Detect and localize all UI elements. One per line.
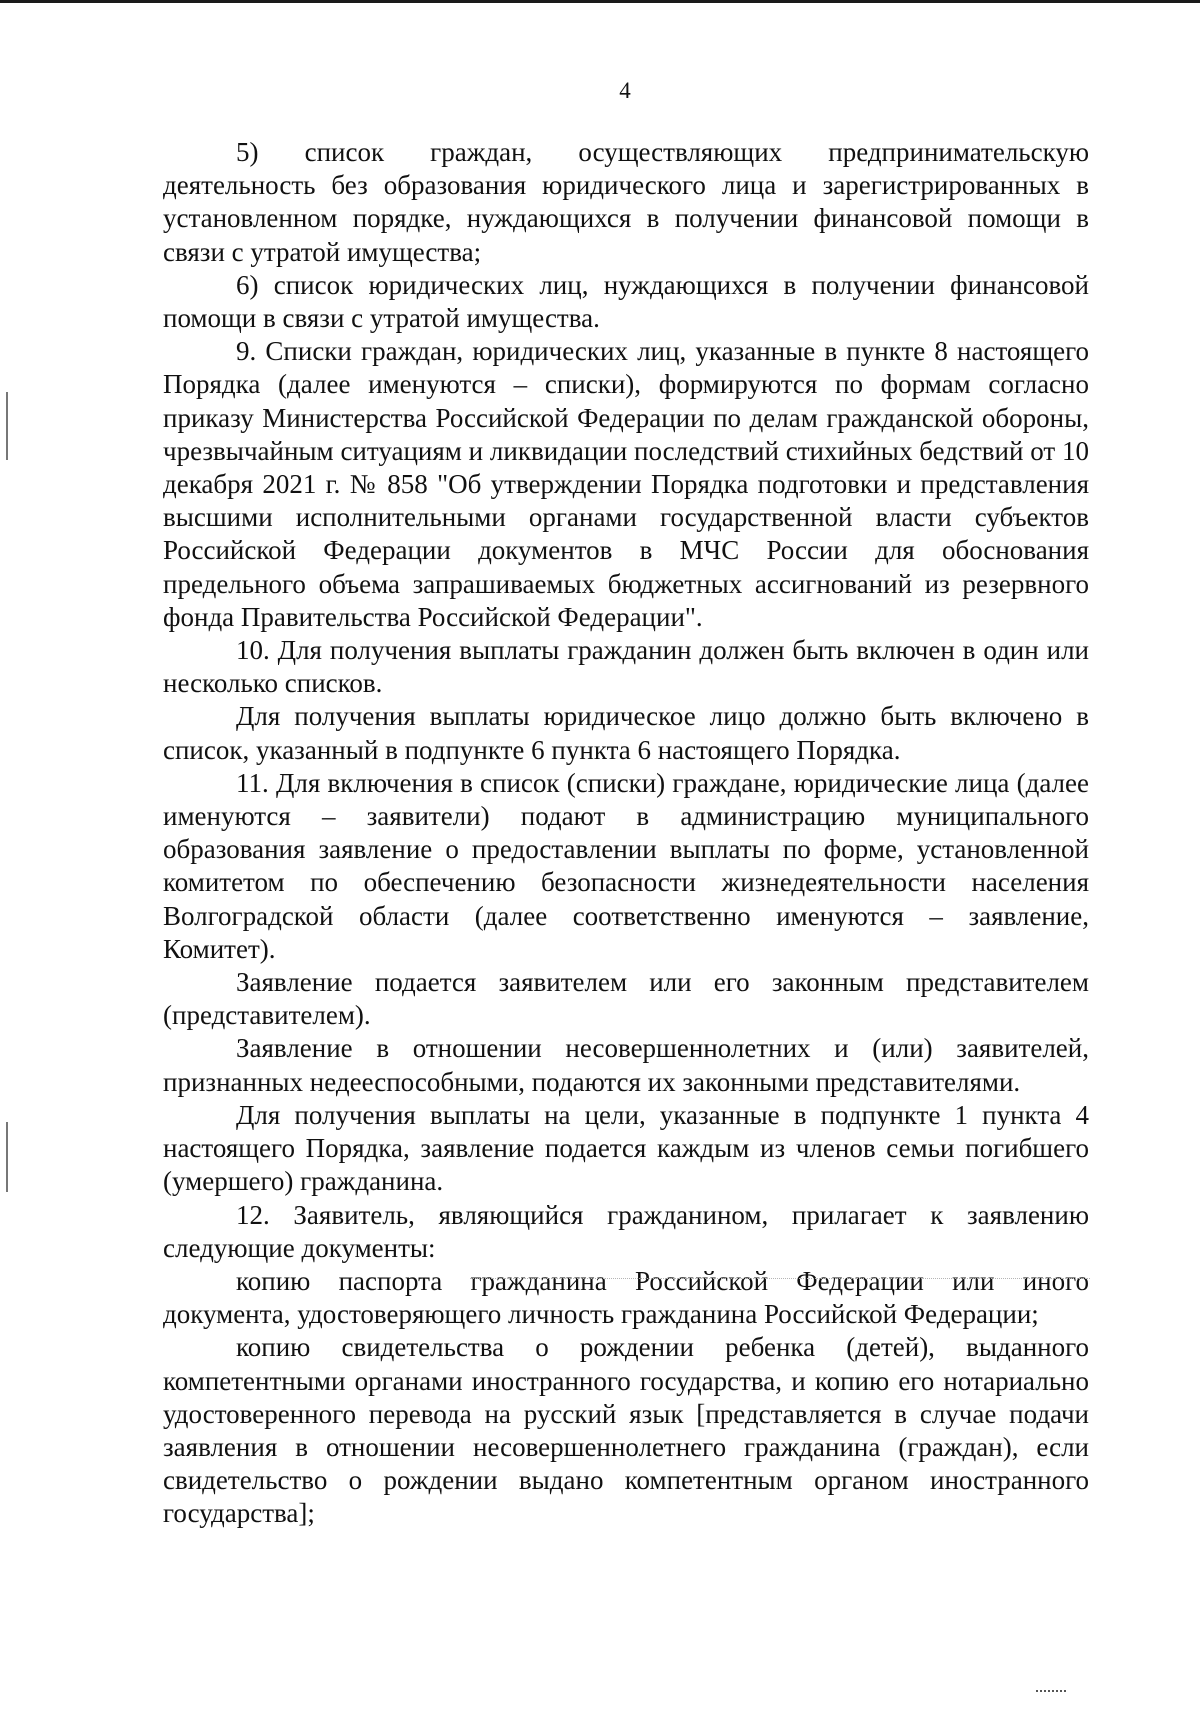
paragraph-sub-6: 6) список юридических лиц, нуждающихся в получении финансовой помощи в связи с утратой имущества. [163, 269, 1089, 334]
page-number: 4 [619, 78, 631, 103]
paragraph-10-legal-entity: Для получения выплаты юридическое лицо должно быть включено в список, указанный в подпункте 6 пункта 6 настоящего Порядка. [163, 701, 1089, 765]
paragraph-11-family: Для получения выплаты на цели, указанные в подпункте 1 пункта 4 настоящего Порядка, заявление подается каждым из членов семьи погибшего (умершего) гражданина. [163, 1099, 1089, 1197]
paragraph-sub-5: 5) список граждан, осуществляющих предпринимательскую деятельность без образования юридического лица и зарегистрированных в установленном порядке, нуждающихся в получении финансовой помощи в связи с утратой имущества; [163, 137, 1089, 267]
paragraph-11: 11. Для включения в список (списки) граждане, юридические лица (далее именуются – заявители) подают в администрацию муниципального образования заявление о предоставлении выплаты по форме, установленной комитетом по обеспечению безопасности жизнедеятельности населения Волгоградской области (далее соответственно именуются – заявление, Комитет). [163, 767, 1089, 964]
paragraph-11-representative: Заявление подается заявителем или его законным представителем (представителем). [163, 967, 1089, 1031]
paragraph-10: 10. Для получения выплаты гражданин должен быть включен в один или несколько списков. [163, 635, 1089, 699]
scan-artifact-bottom-right [1036, 1690, 1066, 1694]
paragraph-9: 9. Списки граждан, юридических лиц, указанные в пункте 8 настоящего Порядка (далее именуются – списки), формируются по формам согласно приказу Министерства Российской Федерации по делам гражданской обороны, чрезвычайным ситуациям и ликвидации последствий стихийных бедствий от 10 декабря 2021 г. № 858 "Об утверждении Порядка подготовки и представления высшими исполнительными органами государственной власти субъектов Российской Федерации документов в МЧС России для обоснования предельного объема запрашиваемых бюджетных ассигнований из резервного фонда Правительства Российской Федерации". [163, 336, 1089, 632]
paragraph-11-minors: Заявление в отношении несовершеннолетних и (или) заявителей, признанных недееспособными, подаются их законными представителями. [163, 1033, 1089, 1097]
scan-top-edge [0, 0, 1200, 3]
paragraph-12-passport: копию паспорта гражданина Российской Федерации или иного документа, удостоверяющего личность гражданина Российской Федерации; [163, 1265, 1089, 1330]
paragraph-12: 12. Заявитель, являющийся гражданином, прилагает к заявлению следующие документы: [163, 1199, 1089, 1263]
scan-artifact-dotted-line [470, 1278, 1090, 1280]
scan-artifact-left-upper [6, 392, 8, 460]
scan-artifact-left-lower [6, 1122, 8, 1192]
document-body [163, 136, 1089, 1531]
paragraph-12-birth-certificate: копию свидетельства о рождении ребенка (детей), выданного компетентными органами иностранного государства, и копию его нотариально удостоверенного перевода на русский язык [представляется в случае подачи заявления в отношении несовершеннолетнего гражданина (граждан), если свидетельство о рождении выдано компетентным органом иностранного государства]; [163, 1332, 1089, 1529]
